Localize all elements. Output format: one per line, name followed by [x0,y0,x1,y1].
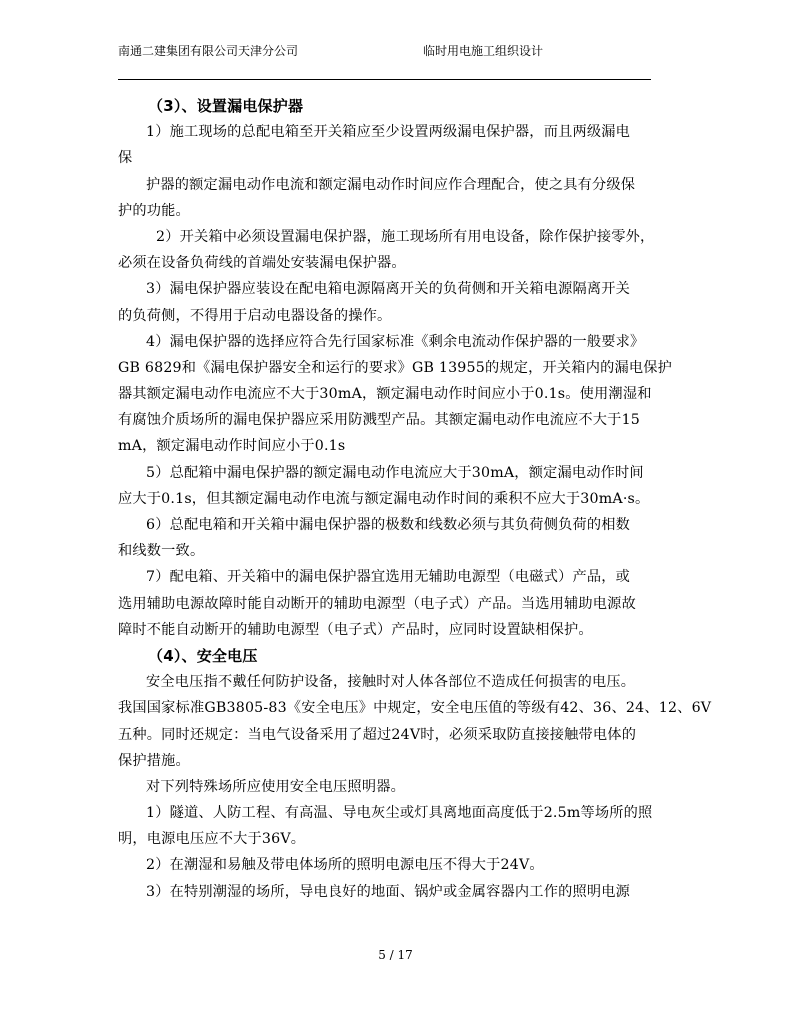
text-line: 安全电压指不戴任何防护设备，接触时对人体各部位不造成任何损害的电压。 [146,674,636,691]
text-line: 6）总配电箱和开关箱中漏电保护器的极数和线数必须与其负荷侧负荷的相数 [146,517,631,533]
text-line: 必须在设备负荷线的首端处安装漏电保护器。 [118,255,406,272]
text-line: 保护措施。 [118,752,190,769]
section-heading: （4）、安全电压 [148,646,258,665]
text-line: 选用辅助电源故障时能自动断开的辅助电源型（电子式）产品。当选用辅助电源故 [118,595,636,612]
text-line: 有腐蚀介质场所的漏电保护器应采用防溅型产品。其额定漏电动作电流应不大于15 [118,412,641,429]
text-line: 5）总配箱中漏电保护器的额定漏电动作电流应大于30mA，额定漏电动作时间 [146,464,644,481]
text-line: 障时不能自动断开的辅助电源型（电子式）产品时，应同时设置缺相保护。 [118,621,593,638]
text-line: 对下列特殊场所应使用安全电压照明器。 [146,778,405,795]
text-line: 3）在特别潮湿的场所，导电良好的地面、锅炉或金属容器内工作的照明电源 [146,883,631,900]
page-number: 5 / 17 [378,948,413,962]
text-line: 2）开关箱中必须设置漏电保护器，施工现场所有用电设备，除作保护接零外， [156,228,655,245]
header-company: 南通二建集团有限公司天津分公司 [118,44,299,58]
text-line: GB 6829和《漏电保护器安全和运行的要求》GB 13955的规定，开关箱内的漏电保护 [118,359,673,376]
text-line: 3）漏电保护器应装设在配电箱电源隔离开关的负荷侧和开关箱电源隔离开关 [146,281,631,298]
page-header [118,42,651,62]
header-rule [118,79,651,80]
text-line: 器其额定漏电动作电流应不大于30mA，额定漏电动作时间应小于0.1s。使用潮湿和 [118,386,652,403]
text-line: 明，电源电压应不大于36V。 [118,831,306,848]
document-body [118,93,712,905]
text-line: 和线数一致。 [118,543,205,560]
header-document-title: 临时用电施工组织设计 [423,44,544,58]
text-line: 的负荷侧，不得用于启动电器设备的操作。 [118,307,392,324]
text-line: 保 [118,150,133,167]
text-line: 2）在潮湿和易触及带电体场所的照明电源电压不得大于24V。 [146,857,544,874]
text-line: mA，额定漏电动作时间应小于0.1s [118,438,346,455]
text-line: 五种。同时还规定：当电气设备采用了超过24V时，必须采取防直接接触带电体的 [118,726,637,743]
text-line: 护器的额定漏电动作电流和额定漏电动作时间应作合理配合，使之具有分级保 [146,176,636,193]
text-line: 我国国家标准GB3805-83《安全电压》中规定，安全电压值的等级有42、36、24、12、6V [118,700,712,717]
text-line: 1）施工现场的总配电箱至开关箱应至少设置两级漏电保护器，而且两级漏电 [146,124,631,141]
text-line: 1）隧道、人防工程、有高温、导电灰尘或灯具离地面高度低于2.5m等场所的照 [146,805,653,822]
text-line: 应大于0.1s，但其额定漏电动作电流与额定漏电动作时间的乘积不应大于30mA·s。 [118,490,650,507]
text-line: 4）漏电保护器的选择应符合先行国家标准《剩余电流动作保护器的一般要求》 [146,333,645,350]
text-line: 护的功能。 [118,202,190,219]
text-line: 7）配电箱、开关箱中的漏电保护器宜选用无辅助电源型（电磁式）产品，或 [146,569,631,586]
section-heading: （3）、设置漏电保护器 [148,97,304,115]
